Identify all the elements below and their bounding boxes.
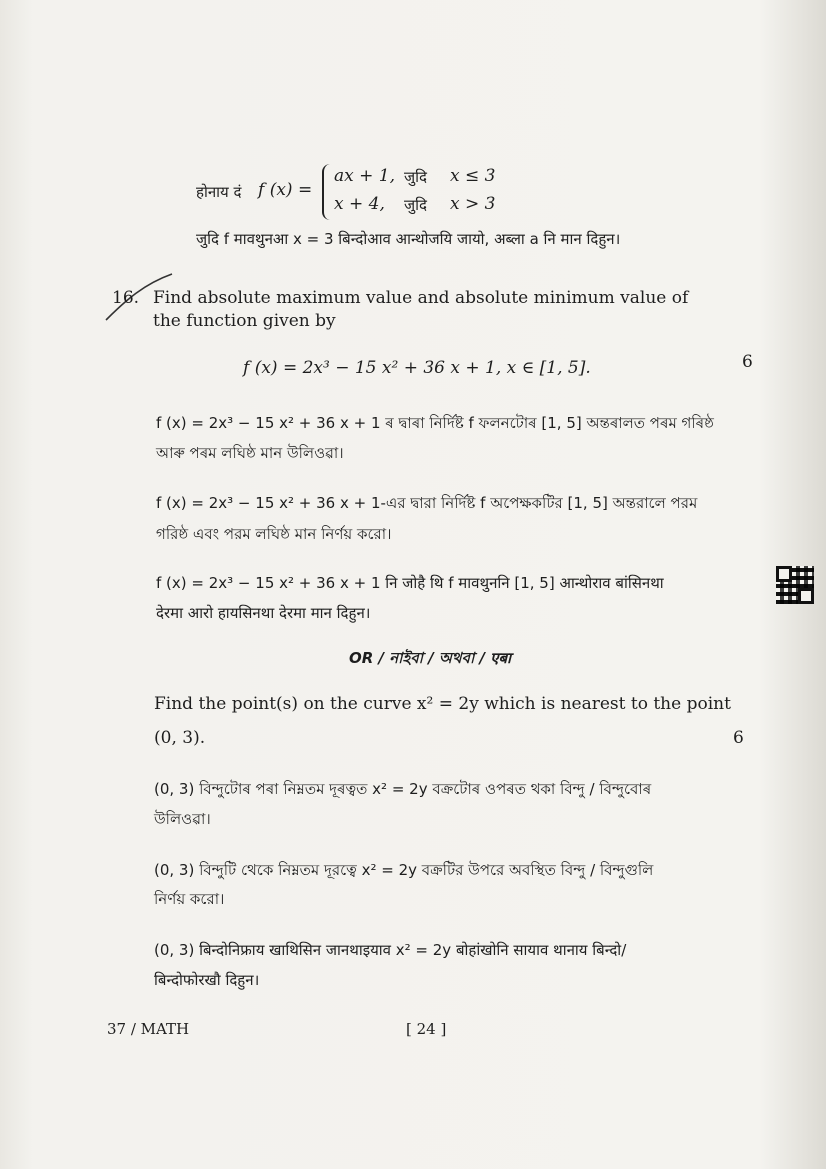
piecewise-continuity-line: जुदि f मावथुनआ x = 3 बिन्दोआव आन्थोजयि जायो, अब्ला a नि मान दिहुन। <box>196 230 621 248</box>
or-separator: OR / নাইবা / অথবা / एबा <box>348 649 512 667</box>
or-q-english-line2: (0, 3). <box>154 728 206 748</box>
q16-english-line1: Find absolute maximum value and absolute minimum value of <box>153 288 689 308</box>
q16-bengali-line2: গরিষ্ঠ এবং পরম লঘিষ্ঠ মান নির্ণয় করো। <box>156 525 392 543</box>
piecewise-case2-expr: x + 4, <box>334 194 385 214</box>
q16-bodo-line1: f (x) = 2x³ − 15 x² + 36 x + 1 नि जोहै थि f मावथुननि [1, 5] आन्थोराव बांसिनथा <box>156 574 664 592</box>
piecewise-case1-expr: ax + 1, <box>334 166 395 186</box>
piecewise-case2-cond: x > 3 <box>450 194 496 214</box>
piecewise-case2-word: जुदि <box>404 196 427 214</box>
q16-function: f (x) = 2x³ − 15 x² + 36 x + 1, x ∈ [1, 5]. <box>243 358 591 378</box>
or-q-bodo-line1: (0, 3) बिन्दोनिफ्राय खाथिसिन जानथाइयाव x² = 2y बोहांखोनि सायाव थानाय बिन्दो/ <box>154 941 627 959</box>
or-q-english-line1: Find the point(s) on the curve x² = 2y which is nearest to the point <box>154 694 731 714</box>
q16-english-line2: the function given by <box>153 311 336 331</box>
piecewise-brace <box>322 164 334 220</box>
piecewise-fx: f (x) = <box>258 180 313 200</box>
or-q-assamese-line2: উলিওৱা। <box>154 810 211 828</box>
q16-bengali-line1: f (x) = 2x³ − 15 x² + 36 x + 1-এর দ্বারা নির্দিষ্ট f অপেক্ষকটির [1, 5] অন্তরালে পরম <box>156 494 698 512</box>
piecewise-intro: होनाय दं <box>196 183 242 201</box>
or-q-bodo-line2: बिन्दोफोरखौ दिहुन। <box>154 971 260 989</box>
footer-page-number: [ 24 ] <box>406 1020 447 1038</box>
footer-exam-code: 37 / MATH <box>107 1020 190 1038</box>
q16-assamese-line1: f (x) = 2x³ − 15 x² + 36 x + 1 ৰ দ্বাৰা নিৰ্দিষ্ট f ফলনটোৰ [1, 5] অন্তৰালত পৰম গৰিষ্ঠ <box>156 414 714 432</box>
piecewise-case1-word: जुदि <box>404 168 427 186</box>
or-q-bengali-line2: নির্ণয় করো। <box>154 890 225 908</box>
question-number-16: 16. <box>112 288 140 308</box>
qr-code-stamp <box>776 566 814 604</box>
or-q-bengali-line1: (0, 3) বিন্দুটি থেকে নিম্নতম দূরত্বে x² = 2y বক্রটির উপরে অবস্থিত বিন্দু / বিন্দুগুলি <box>154 861 654 879</box>
or-q-marks: 6 <box>733 728 744 748</box>
q16-marks: 6 <box>742 352 753 372</box>
q16-bodo-line2: देरमा आरो हायसिनथा देरमा मान दिहुन। <box>156 604 371 622</box>
q16-assamese-line2: আৰু পৰম লঘিষ্ঠ মান উলিওৱা। <box>156 444 344 462</box>
piecewise-case1-cond: x ≤ 3 <box>450 166 496 186</box>
or-q-assamese-line1: (0, 3) বিন্দুটোৰ পৰা নিম্নতম দূৰত্বত x² = 2y বক্ৰটোৰ ওপৰত থকা বিন্দু / বিন্দুবোৰ <box>154 780 652 798</box>
